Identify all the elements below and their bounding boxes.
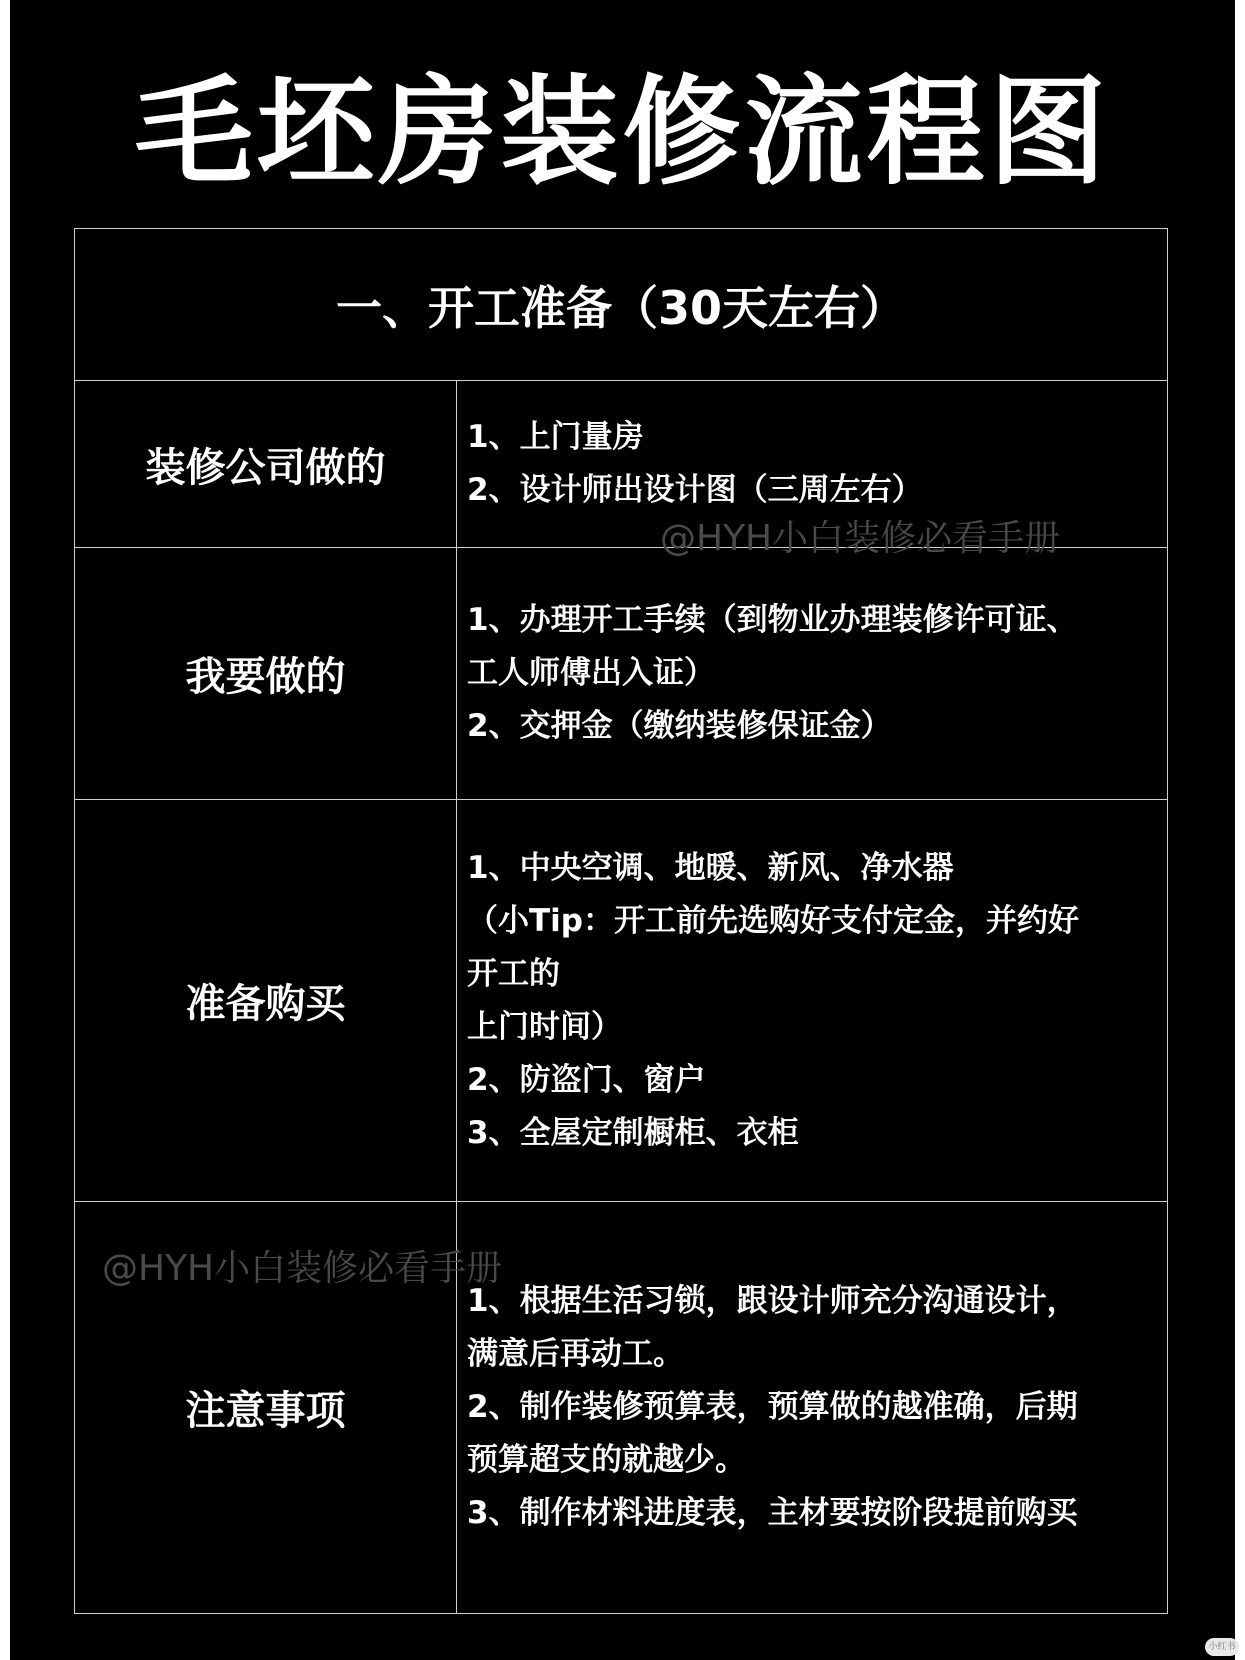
content-line: 1、办理开工手续（到物业办理装修许可证、 [467, 602, 1078, 638]
watermark: @HYH小白装修必看手册 [102, 1248, 503, 1289]
content-line: 1、根据生活习锁，跟设计师充分沟通设计， [467, 1283, 1078, 1319]
row-label: 准备购买 [75, 800, 457, 1201]
content-line: 3、全屋定制橱柜、衣柜 [467, 1114, 799, 1151]
content-line: 满意后再动工。 [467, 1336, 684, 1372]
row-content [457, 548, 1167, 799]
content-line: 3、制作材料进度表，主材要按阶段提前购买 [467, 1495, 1078, 1531]
content-line: 上门时间） [467, 1008, 622, 1045]
content-line: 1、中央空调、地暖、新风、净水器 [467, 849, 954, 886]
page-title: 毛坯房装修流程图 [134, 63, 1111, 201]
process-table [74, 228, 1168, 1614]
table-row [75, 548, 1167, 800]
row-content [457, 800, 1167, 1201]
content-line: 2、制作装修预算表，预算做的越准确，后期 [467, 1389, 1078, 1425]
row-label: 装修公司做的 [75, 381, 457, 547]
content-line: 预算超支的就越少。 [467, 1442, 746, 1478]
row-label: 我要做的 [75, 548, 457, 799]
content-line: 2、防盗门、窗户 [467, 1061, 706, 1098]
content-line: 2、设计师出设计图（三周左右） [467, 472, 923, 508]
section-header: 一、开工准备（30天左右） [75, 229, 1167, 381]
content-line: 开工的 [467, 955, 560, 992]
row-label: 注意事项 [75, 1202, 457, 1613]
content-line: （小Tip：开工前先选购好支付定金，并约好 [467, 902, 1079, 939]
poster [10, 0, 1235, 1660]
table-row [75, 800, 1167, 1202]
platform-badge: 小红书 [1205, 1638, 1239, 1656]
watermark: @HYH小白装修必看手册 [660, 518, 1061, 559]
content-line: 1、上门量房 [467, 419, 644, 455]
row-content [457, 1202, 1167, 1613]
content-line: 2、交押金（缴纳装修保证金） [467, 708, 892, 744]
content-line: 工人师傅出入证） [467, 655, 715, 691]
